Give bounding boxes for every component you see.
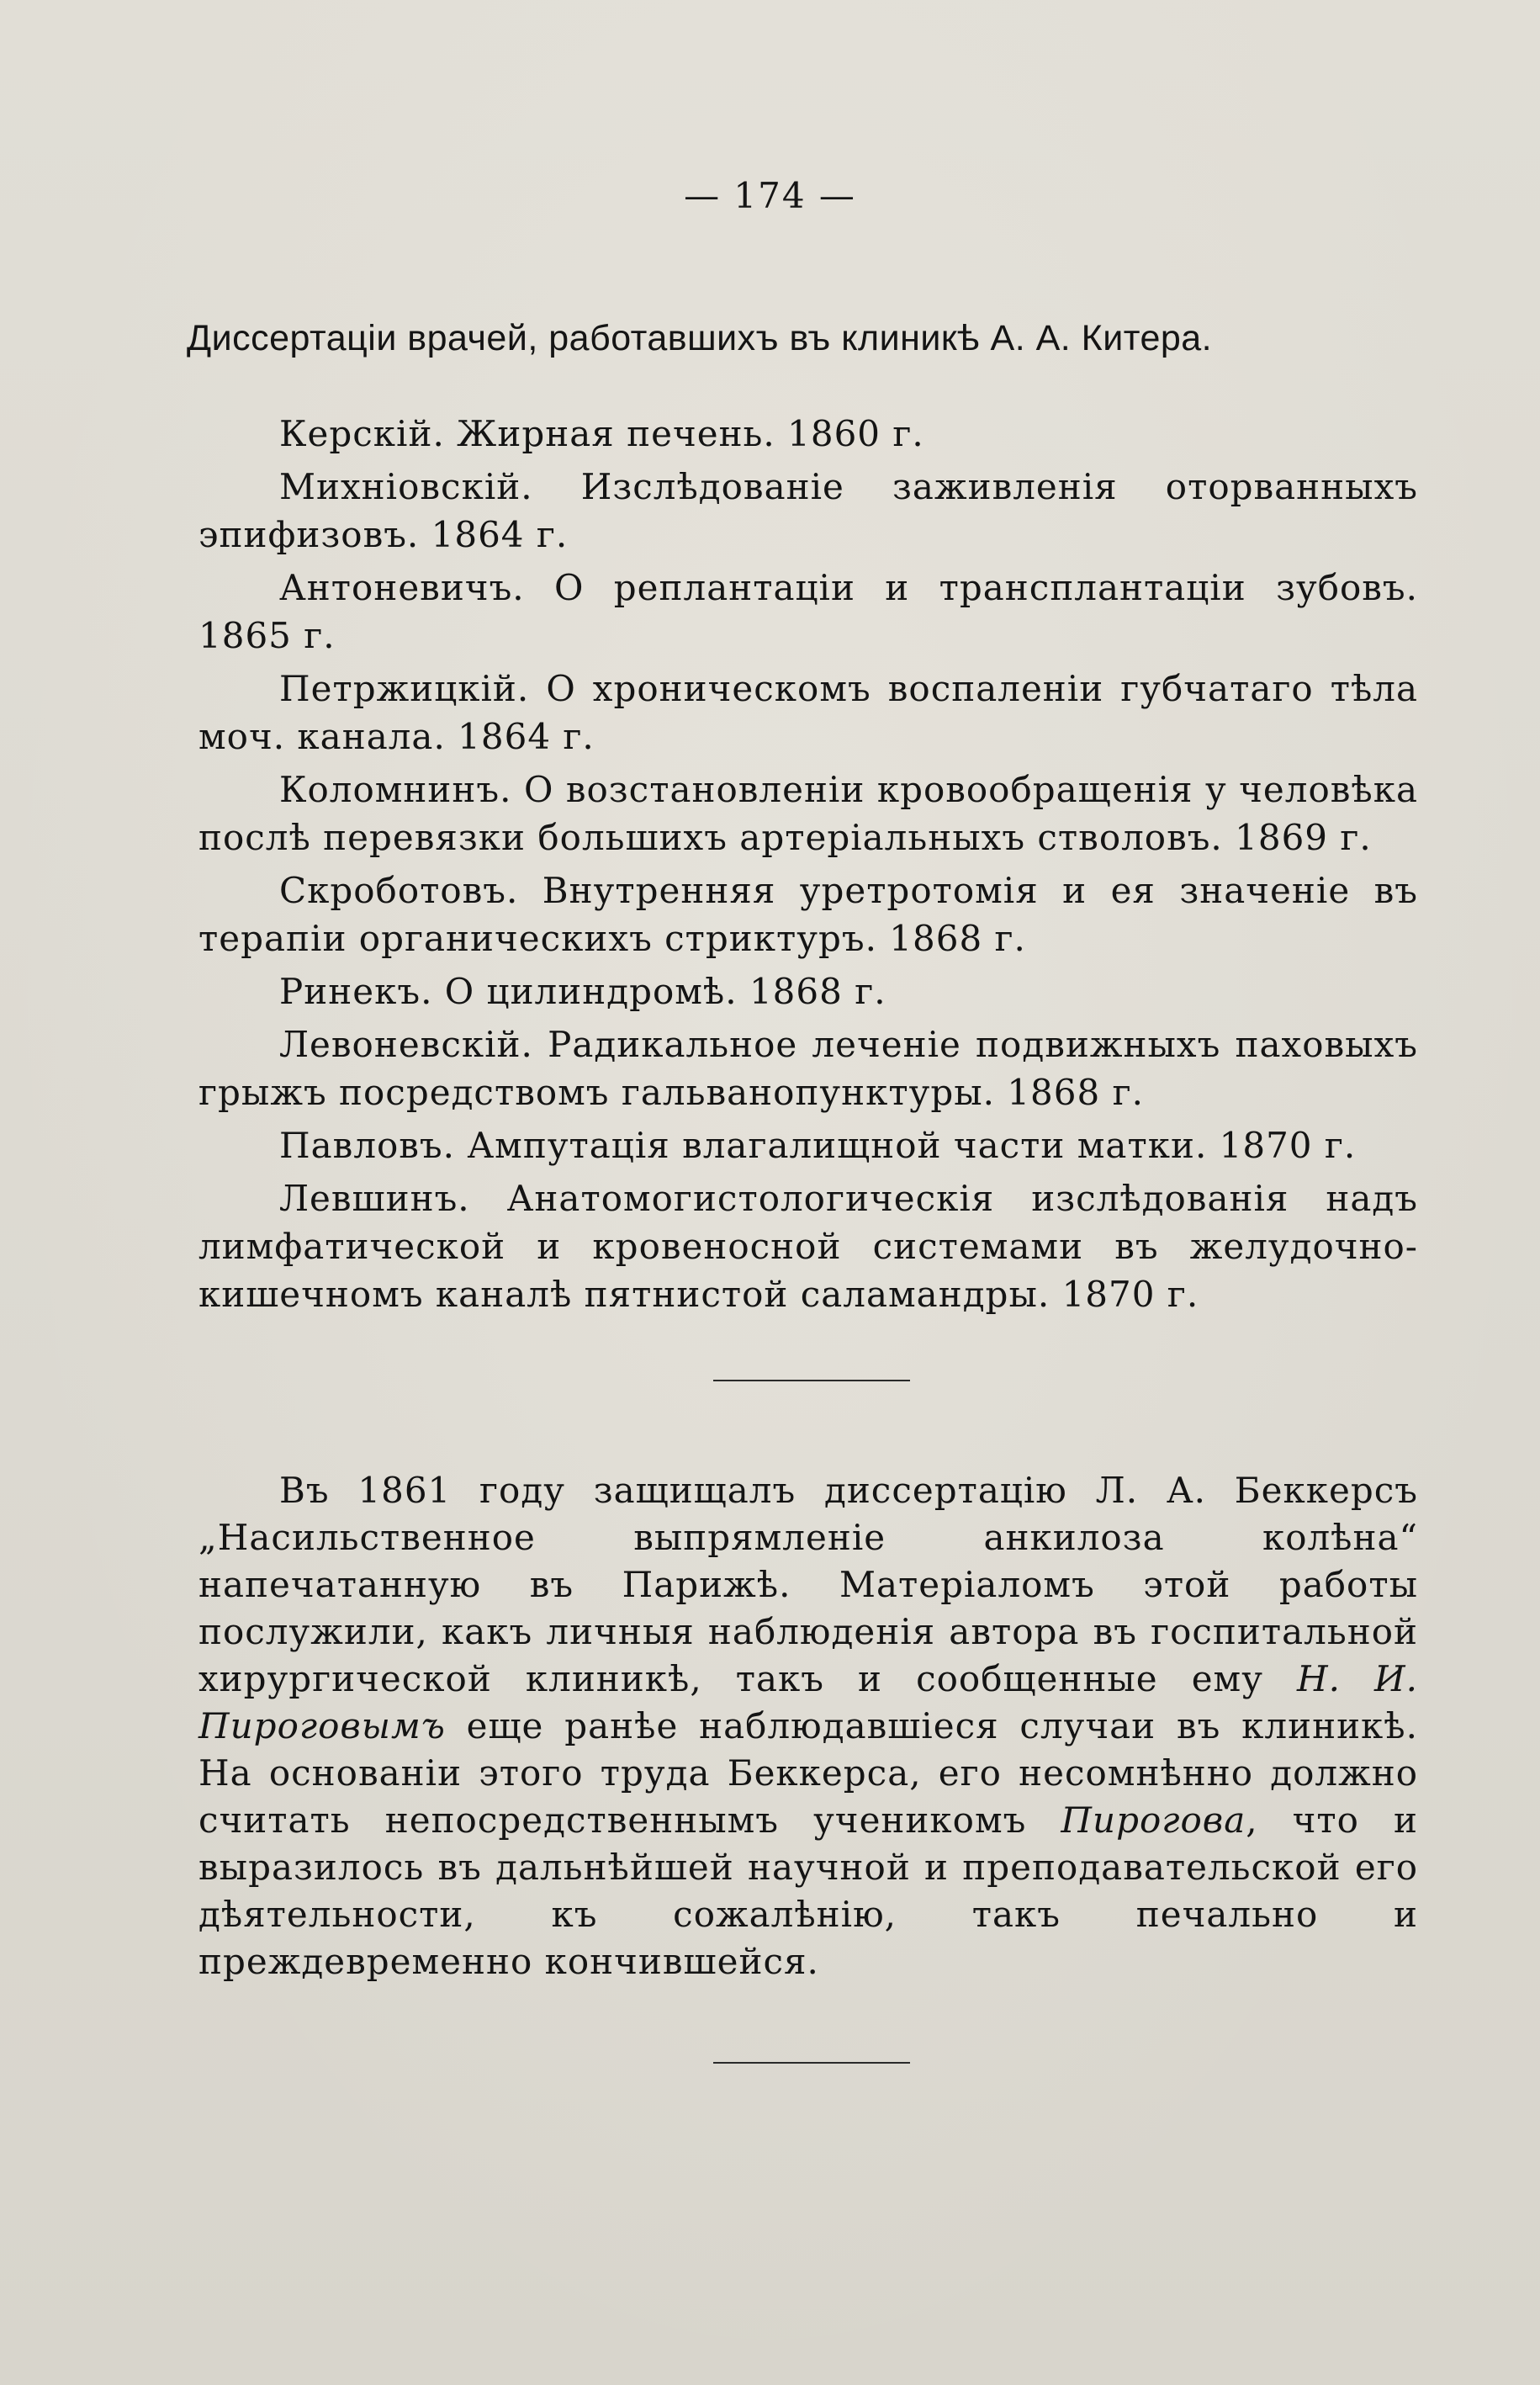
italic-name: Н. И. Пироговымъ xyxy=(198,1658,1419,1746)
list-item: Левоневскій. Радикальное леченіе подвижныхъ паховыхъ грыжъ посредствомъ гальванопунктуры. 1868 г. xyxy=(198,1024,1418,1113)
list-item: Коломнинъ. О возстановленіи кровообращенія у человѣка послѣ перевязки большихъ артеріальныхъ стволовъ. 1869 г. xyxy=(198,769,1418,858)
page-number: — 174 — xyxy=(684,175,856,216)
list-item: Керскій. Жирная печень. 1860 г. xyxy=(279,413,924,454)
list-item: Антоневичъ. О реплантаціи и трансплантаціи зубовъ. 1865 г. xyxy=(198,567,1418,656)
section-divider xyxy=(713,1380,910,1381)
list-item: Ринекъ. О цилиндромѣ. 1868 г. xyxy=(279,971,886,1012)
list-item: Скроботовъ. Внутренняя уретротомія и ея значеніе въ терапіи органическихъ стриктуръ. 1868 г. xyxy=(198,870,1418,959)
paragraph-text: еще ранѣе наблюдавшіеся случаи въ клиникѣ. На основаніи этого труда Беккерса, его несомнѣнно должно считать непосредственнымъ ученикомъ xyxy=(198,1705,1418,1841)
list-item: Петржицкій. О хроническомъ воспаленіи губчатаго тѣла моч. канала. 1864 г. xyxy=(198,668,1418,757)
dissertation-list xyxy=(198,410,1418,1323)
list-item: Левшинъ. Анатомогистологическія изслѣдованія надъ лимфатической и кровеносной системами въ желудочно-кишечномъ каналѣ пятнистой саламандры. 1870 г. xyxy=(198,1178,1418,1315)
italic-name: Пирогова xyxy=(1061,1799,1246,1841)
paragraph-text: Въ 1861 году защищалъ диссертацію Л. А. Беккерсъ „Насильственное выпрямленіе анкилоза колѣна“ напечатанную въ Парижѣ. Матеріаломъ этой работы послужили, какъ личныя наблюденія автора въ госпитальной хирургической клиникѣ, такъ и сообщенные ему xyxy=(198,1470,1418,1699)
section-heading: Диссертаціи врачей, работавшихъ въ клиникѣ А. А. Китера. xyxy=(187,318,1213,358)
paragraph-text: , что и выразилось въ дальнѣйшей научной и преподавательской его дѣятельности, къ сожалѣнію, такъ печально и преждевременно кончившейся. xyxy=(198,1799,1418,1982)
list-item: Михніовскій. Изслѣдованіе заживленія оторванныхъ эпифизовъ. 1864 г. xyxy=(198,466,1418,555)
list-item: Павловъ. Ампутація влагалищной части матки. 1870 г. xyxy=(279,1125,1357,1166)
body-paragraph xyxy=(198,1467,1418,1985)
end-divider xyxy=(713,2062,910,2064)
